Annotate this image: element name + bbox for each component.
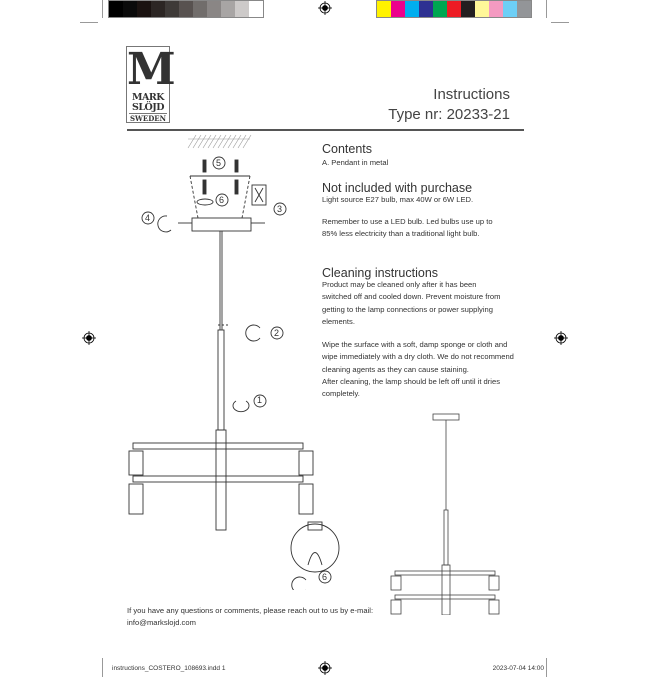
contact-email[interactable]: info@markslojd.com	[127, 618, 196, 627]
cleaning-paragraph-1	[322, 279, 562, 328]
bulb-icon	[291, 522, 339, 572]
text-line: cleaning agents as they can cause staining.	[322, 364, 469, 374]
cleaning-heading: Cleaning instructions	[322, 266, 439, 280]
type-number: Type nr: 20233-21	[388, 106, 510, 123]
not-included-line: Light source E27 bulb, max 40W or 6W LED.	[322, 195, 474, 204]
wiring-icon	[252, 185, 266, 205]
step-number-4: 4	[145, 213, 151, 223]
logo-letter: M	[127, 44, 176, 95]
cleaning-paragraph-2	[322, 339, 562, 400]
slug-filename: instructions_COSTERO_108693.indd 1	[112, 665, 226, 672]
step-number-2: 2	[274, 328, 280, 338]
logo-line: MARK	[131, 92, 165, 103]
logo-line: SLÖJD	[131, 102, 165, 113]
ceiling-hatch-icon	[188, 135, 251, 148]
step-number-3: 3	[277, 204, 283, 214]
text-line: elements.	[322, 316, 355, 326]
text-line: Product may be cleaned only after it has been	[322, 280, 477, 289]
pendant-rod-icon	[216, 231, 228, 530]
step-number-5: 5	[216, 158, 222, 168]
registration-mark-icon	[82, 331, 96, 345]
step-number-6: 6	[322, 572, 328, 582]
rotate-arrow-icon	[158, 216, 306, 590]
assembly-diagram	[120, 130, 340, 590]
slug-date: 2023-07-04 14:00	[492, 665, 544, 672]
text-line: switched off and cooled down. Prevent moisture from	[322, 292, 501, 302]
registration-mark-icon	[318, 661, 332, 675]
text-line: After cleaning, the lamp should be left off until it dries	[322, 376, 500, 386]
text-line: completely.	[322, 389, 360, 399]
text-line: wipe immediately with a dry cloth. We do not recommend	[322, 352, 514, 362]
text-line: getting to the lamp connections or power supplying	[322, 304, 493, 314]
contact-line: If you have any questions or comments, please reach out to us by e-mail:	[127, 606, 374, 615]
contents-heading: Contents	[322, 142, 373, 156]
led-note-line: Remember to use a LED bulb. Led bulbs use up to	[322, 217, 493, 226]
not-included-heading: Not included with purchase	[322, 181, 473, 195]
mark-slojd-logo	[126, 44, 176, 123]
lamp-overview-diagram	[385, 410, 515, 615]
arms-icon	[129, 443, 313, 514]
registration-mark-icon	[318, 1, 332, 15]
led-note-line: 85% less electricity than a traditional light bulb.	[322, 229, 480, 238]
text-line: Wipe the surface with a soft, damp sponge or cloth and	[322, 340, 508, 349]
logo-line: SWEDEN	[129, 114, 167, 123]
step-number-6: 6	[219, 195, 225, 205]
contents-item: A. Pendant in metal	[322, 158, 389, 167]
document-title: Instructions	[433, 86, 510, 103]
step-circle-icon	[142, 157, 331, 583]
step-number-1: 1	[257, 395, 263, 405]
